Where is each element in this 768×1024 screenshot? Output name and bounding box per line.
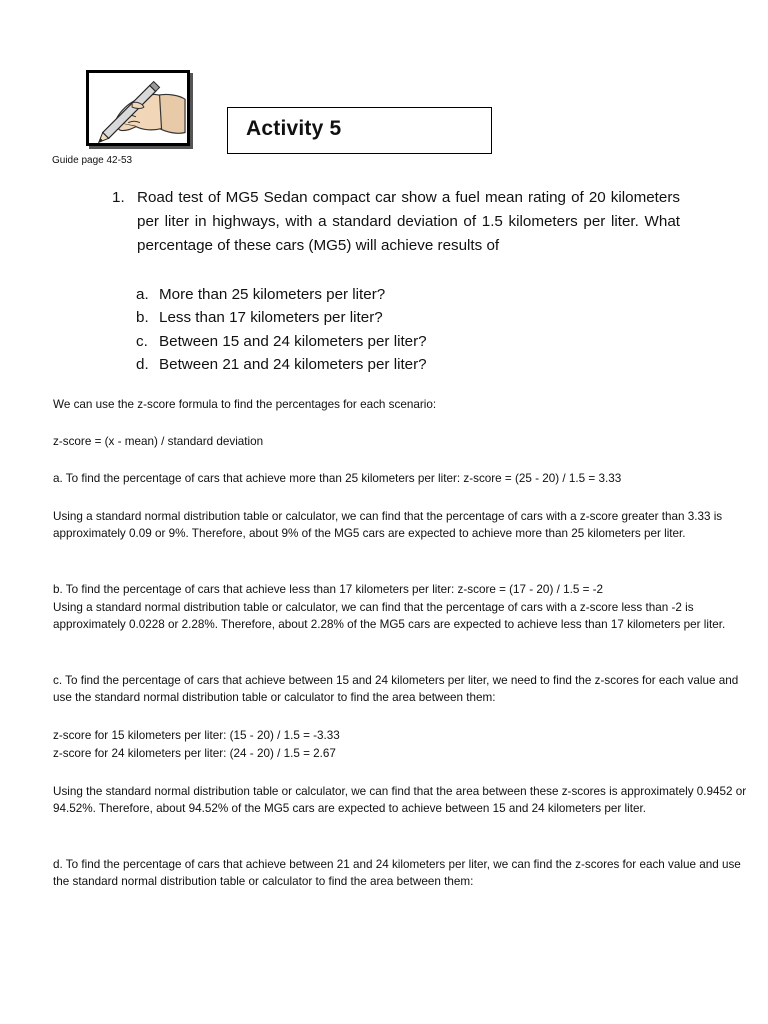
activity-title-box [227, 107, 492, 154]
question-sub-items [136, 283, 427, 377]
list-item [136, 330, 427, 353]
list-item-letter: d. [136, 356, 149, 374]
question-number: 1. [112, 189, 125, 206]
guide-page-reference: Guide page 42-53 [52, 155, 133, 166]
answer-c-result: Using the standard normal distribution table or calculator, we can find that the area between these z-scores is approximately 0.9452 or 94.52%. Therefore, about 94.52% of the MG5 cars are expected to achieve between 15 and 24 kilometers per liter. [53, 785, 747, 815]
answer-intro: We can use the z-score formula to find the percentages for each scenario: [53, 398, 437, 411]
zscore-formula: z-score = (x - mean) / standard deviation [53, 435, 264, 448]
page-title: Activity 5 [246, 117, 342, 140]
answer-b-result: Using a standard normal distribution table or calculator, we can find that the percentage of cars with a z-score less than -2 is approximately 0.0228 or 2.28%. Therefore, about 2.28% of the MG5 cars are expected to achieve less than 17 kilometers per liter. [53, 601, 726, 631]
answer-c-step: c. To find the percentage of cars that achieve between 15 and 24 kilometers per liter, we need to find the z-scores for each value and use the standard normal distribution table or calculator to find the area between them: [53, 674, 739, 704]
list-item-letter: a. [136, 286, 149, 303]
question-text: Road test of MG5 Sedan compact car show a fuel mean rating of 20 kilometers per liter in highways, with a standard deviation of 1.5 kilometers per liter. What percentage of these cars (MG5) will achieve results of [137, 189, 680, 254]
list-item-text: Between 21 and 24 kilometers per liter? [159, 356, 427, 374]
answer-d-step: d. To find the percentage of cars that achieve between 21 and 24 kilometers per liter, we can find the z-scores for each value and use the standard normal distribution table or calculator to find the area between them: [53, 858, 741, 888]
answer-c-z15: z-score for 15 kilometers per liter: (15 - 20) / 1.5 = -3.33 [53, 729, 340, 742]
list-item-text: Less than 17 kilometers per liter? [159, 309, 383, 327]
answer-a-result: Using a standard normal distribution table or calculator, we can find that the percentage of cars with a z-score greater than 3.33 is approximately 0.09 or 9%. Therefore, about 9% of the MG5 cars are expected to achieve more than 25 kilometers per liter. [53, 510, 723, 540]
list-item-text: Between 15 and 24 kilometers per liter? [159, 332, 427, 350]
list-item [136, 306, 427, 329]
writing-hand-logo [86, 70, 190, 146]
list-item [136, 283, 427, 306]
list-item [136, 353, 427, 376]
list-item-letter: c. [136, 332, 148, 350]
answer-a-step: a. To find the percentage of cars that achieve more than 25 kilometers per liter: z-score = (25 - 20) / 1.5 = 3.33 [53, 472, 622, 485]
answer-c-z24: z-score for 24 kilometers per liter: (24 - 20) / 1.5 = 2.67 [53, 747, 336, 760]
hand-writing-icon [89, 73, 187, 143]
answer-b-step: b. To find the percentage of cars that achieve less than 17 kilometers per liter: z-score = (17 - 20) / 1.5 = -2 [53, 583, 604, 596]
question-1 [112, 186, 680, 258]
list-item-letter: b. [136, 309, 149, 327]
list-item-text: More than 25 kilometers per liter? [159, 286, 386, 303]
